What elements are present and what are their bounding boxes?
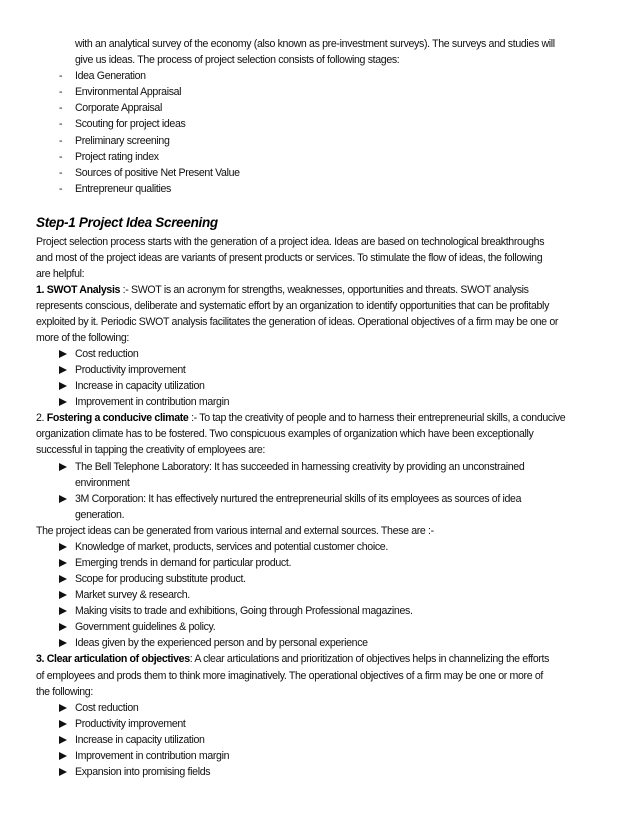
arrow-bullet-icon — [59, 768, 67, 776]
stage-item: Corporate Appraisal — [75, 102, 162, 114]
arrow-bullet-icon — [59, 704, 67, 712]
paragraph-line: represents conscious, deliberate and systematic effort by an organization to identify opportunities that can be profitably — [36, 300, 550, 312]
arrow-bullet-icon — [59, 382, 67, 390]
paragraph-line: Project selection process starts with the generation of a project idea. Ideas are based on technological breakthroughs — [36, 236, 545, 248]
paragraph-line: The project ideas can be generated from various internal and external sources. These are :- — [36, 525, 434, 537]
stage-item: Environmental Appraisal — [75, 86, 182, 98]
bullet-item-continuation: environment — [75, 477, 130, 489]
stage-item: Sources of positive Net Present Value — [75, 167, 240, 179]
bullet-item: Knowledge of market, products, services and potential customer choice. — [75, 541, 388, 553]
paragraph-line: exploited by it. Periodic SWOT analysis facilitates the generation of ideas. Operational objectives of a firm may be one or — [36, 316, 559, 328]
bullet-item: Making visits to trade and exhibitions, Going through Professional magazines. — [75, 605, 413, 617]
bullet-item: Expansion into promising fields — [75, 766, 211, 778]
bullet-item: Government guidelines & policy. — [75, 621, 216, 633]
bullet-item: Productivity improvement — [75, 364, 186, 376]
dash-bullet: - — [59, 135, 63, 147]
bullet-item: Improvement in contribution margin — [75, 750, 230, 762]
bullet-item: Cost reduction — [75, 702, 139, 714]
clear-title: 3. Clear articulation of objectives — [36, 653, 190, 665]
paragraph-line: successful in tapping the creativity of employees are: — [36, 444, 266, 456]
paragraph-line: and most of the project ideas are variants of present products or services. To stimulate the flow of ideas, the following — [36, 252, 543, 264]
arrow-bullet-icon — [59, 398, 67, 406]
arrow-bullet-icon — [59, 607, 67, 615]
clear-first-line — [36, 651, 549, 667]
dash-bullet: - — [59, 151, 63, 163]
paragraph-line: organization climate has to be fostered. Two conspicuous examples of organization which have been exceptionally — [36, 428, 534, 440]
climate-text: :- To tap the creativity of people and to harness their entrepreneurial skills, a conducive — [188, 412, 566, 424]
arrow-bullet-icon — [59, 591, 67, 599]
paragraph-line: more of the following: — [36, 332, 129, 344]
intro-line-2: give us ideas. The process of project selection consists of following stages: — [75, 54, 400, 66]
dash-bullet: - — [59, 102, 63, 114]
stage-item: Preliminary screening — [75, 135, 170, 147]
climate-prefix: 2. — [36, 412, 47, 424]
clear-text: : A clear articulations and prioritization of objectives helps in channelizing the efforts — [189, 653, 550, 665]
arrow-bullet-icon — [59, 463, 67, 471]
paragraph-line: of employees and prods them to think more imaginatively. The operational objectives of a firm may be one or more of — [36, 670, 543, 682]
swot-text: :- SWOT is an acronym for strengths, weaknesses, opportunities and threats. SWOT analysis — [120, 284, 529, 296]
dash-bullet: - — [59, 167, 63, 179]
bullet-item: 3M Corporation: It has effectively nurtured the entrepreneurial skills of its employees as sources of idea — [75, 493, 522, 505]
climate-title: Fostering a conducive climate — [46, 412, 189, 424]
bullet-item: Improvement in contribution margin — [75, 396, 230, 408]
paragraph-line: are helpful: — [36, 268, 85, 280]
swot-title: 1. SWOT Analysis — [36, 284, 121, 296]
arrow-bullet-icon — [59, 366, 67, 374]
arrow-bullet-icon — [59, 543, 67, 551]
climate-first-line — [36, 410, 565, 426]
arrow-bullet-icon — [59, 736, 67, 744]
bullet-item: The Bell Telephone Laboratory: It has succeeded in harnessing creativity by providing an unconstrained — [75, 461, 525, 473]
dash-bullet: - — [59, 118, 63, 130]
arrow-bullet-icon — [59, 752, 67, 760]
bullet-item: Ideas given by the experienced person and by personal experience — [75, 637, 368, 649]
dash-bullet: - — [59, 183, 63, 195]
arrow-bullet-icon — [59, 720, 67, 728]
stage-item: Entrepreneur qualities — [75, 183, 171, 195]
arrow-bullet-icon — [59, 495, 67, 503]
stage-item: Idea Generation — [75, 70, 146, 82]
bullet-item: Scope for producing substitute product. — [75, 573, 246, 585]
bullet-item-continuation: generation. — [75, 509, 125, 521]
dash-bullet: - — [59, 86, 63, 98]
bullet-item: Market survey & research. — [75, 589, 190, 601]
arrow-bullet-icon — [59, 350, 67, 358]
section-heading: Step-1 Project Idea Screening — [36, 215, 218, 230]
paragraph-line: the following: — [36, 686, 93, 698]
dash-bullet: - — [59, 70, 63, 82]
stage-item: Project rating index — [75, 151, 159, 163]
bullet-item: Increase in capacity utilization — [75, 380, 205, 392]
arrow-bullet-icon — [59, 639, 67, 647]
arrow-bullet-icon — [59, 559, 67, 567]
bullet-item: Cost reduction — [75, 348, 139, 360]
bullet-item: Emerging trends in demand for particular product. — [75, 557, 292, 569]
stage-item: Scouting for project ideas — [75, 118, 186, 130]
swot-first-line — [36, 282, 529, 298]
arrow-bullet-icon — [59, 575, 67, 583]
bullet-item: Productivity improvement — [75, 718, 186, 730]
arrow-bullet-icon — [59, 623, 67, 631]
intro-line-1: with an analytical survey of the economy (also known as pre-investment surveys). The surveys and studies will — [75, 38, 555, 50]
bullet-item: Increase in capacity utilization — [75, 734, 205, 746]
